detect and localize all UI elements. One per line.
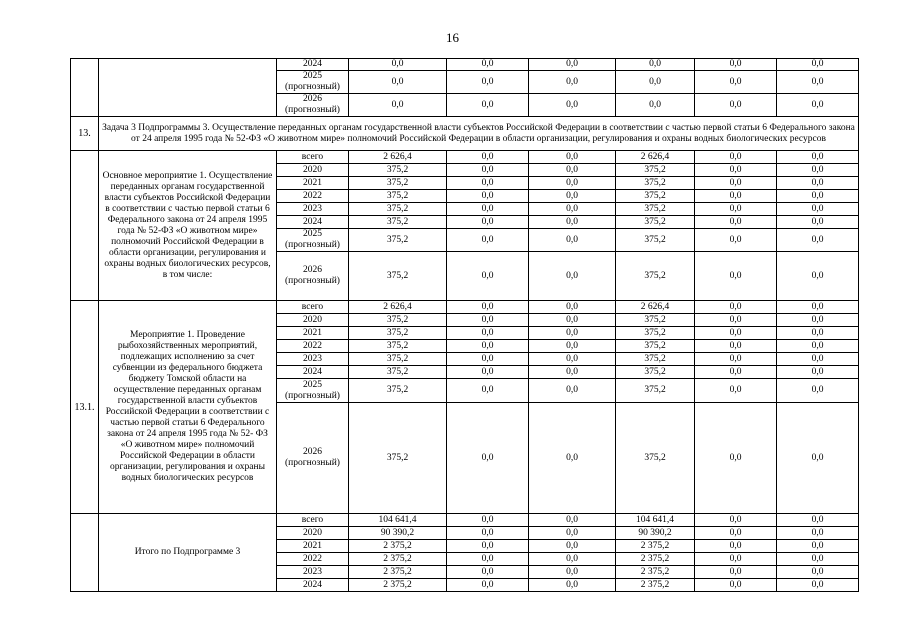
value-cell: 0,0 [695,353,777,366]
year-cell [277,327,349,340]
table-row [71,514,859,527]
year-cell [277,190,349,203]
value-cell: 0,0 [529,301,616,314]
value-cell: 0,0 [447,151,529,164]
value-cell: 0,0 [447,177,529,190]
value-cell: 0,0 [695,527,777,540]
value-cell: 0,0 [529,216,616,229]
value-cell: 0,0 [529,94,616,117]
value-cell: 375,2 [349,366,447,379]
year-cell [277,301,349,314]
value-cell: 0,0 [695,151,777,164]
value-cell: 0,0 [447,59,529,71]
value-cell: 0,0 [447,190,529,203]
value-cell: 375,2 [616,164,695,177]
value-cell: 0,0 [529,164,616,177]
value-cell: 0,0 [695,366,777,379]
value-cell: 0,0 [695,403,777,514]
year-cell [277,553,349,566]
year-cell [277,514,349,527]
value-cell: 0,0 [695,71,777,94]
value-cell: 0,0 [447,514,529,527]
value-cell: 0,0 [695,553,777,566]
row-name: Основное мероприятие 1. Осуществление переданных органам государственной власти субъектов Российской Федерации в соответствии с частью первой статьи 6 Федерального закона от 24 апреля 1995 года № 52-ФЗ «О животном мире» полномочий Российской Федерации в области организации, регулирования и охраны водных биологических ресурсов, в том числе: [99,151,277,301]
value-cell: 0,0 [447,314,529,327]
value-cell: 0,0 [695,301,777,314]
value-cell: 375,2 [616,366,695,379]
value-cell: 375,2 [349,403,447,514]
value-cell: 104 641,4 [616,514,695,527]
value-cell: 375,2 [616,403,695,514]
value-cell: 0,0 [695,566,777,579]
value-cell: 0,0 [447,340,529,353]
value-cell: 0,0 [777,366,859,379]
year-cell [277,177,349,190]
value-cell: 0,0 [777,403,859,514]
value-cell: 0,0 [777,553,859,566]
value-cell: 0,0 [529,527,616,540]
value-cell: 0,0 [616,71,695,94]
value-cell: 0,0 [447,403,529,514]
year-text: 2022 [303,340,322,351]
value-cell: 0,0 [777,252,859,301]
value-cell: 0,0 [695,177,777,190]
value-cell: 375,2 [616,190,695,203]
value-cell: 0,0 [777,566,859,579]
value-cell: 2 375,2 [349,553,447,566]
value-cell: 0,0 [529,151,616,164]
value-cell: 0,0 [777,579,859,592]
value-cell: 375,2 [616,379,695,403]
value-cell: 0,0 [777,59,859,71]
value-cell: 0,0 [777,540,859,553]
row-number [71,514,99,592]
value-cell: 0,0 [695,327,777,340]
value-cell: 0,0 [777,203,859,216]
value-cell: 0,0 [529,514,616,527]
table-row [71,151,859,164]
year-text: 2025 [303,379,322,390]
year-cell [277,353,349,366]
year-text: 2022 [303,190,322,201]
table-body [71,59,859,592]
value-cell: 0,0 [777,514,859,527]
value-cell: 0,0 [695,579,777,592]
year-cell [277,314,349,327]
year-text: 2024 [303,579,322,590]
value-cell: 375,2 [349,314,447,327]
value-cell: 0,0 [777,379,859,403]
value-cell: 90 390,2 [349,527,447,540]
year-cell [277,252,349,301]
year-text: 2020 [303,314,322,325]
year-text: всего [301,301,324,312]
value-cell: 0,0 [529,71,616,94]
value-cell: 0,0 [695,540,777,553]
value-cell: 0,0 [529,229,616,252]
year-cell [277,59,349,71]
year-cell [277,366,349,379]
year-text: (прогнозный) [285,390,340,401]
year-text: (прогнозный) [285,105,340,115]
value-cell: 0,0 [529,379,616,403]
value-cell: 0,0 [777,301,859,314]
value-cell: 0,0 [695,252,777,301]
value-cell: 0,0 [777,527,859,540]
value-cell: 0,0 [529,353,616,366]
value-cell: 0,0 [447,164,529,177]
value-cell: 2 626,4 [349,301,447,314]
value-cell: 0,0 [777,71,859,94]
value-cell: 2 375,2 [349,579,447,592]
value-cell: 90 390,2 [616,527,695,540]
year-text: 2026 [303,447,322,457]
page-number: 16 [446,30,459,45]
value-cell: 0,0 [695,514,777,527]
value-cell: 0,0 [447,379,529,403]
value-cell: 0,0 [447,353,529,366]
year-text: 2025 [303,229,322,239]
value-cell: 0,0 [777,314,859,327]
year-text: 2022 [303,553,322,564]
value-cell: 0,0 [695,340,777,353]
value-cell: 0,0 [529,190,616,203]
row-number [71,59,99,117]
year-text: 2026 [303,265,322,275]
task-row [71,117,859,151]
value-cell: 375,2 [616,229,695,252]
value-cell: 375,2 [349,164,447,177]
year-text: (прогнозный) [285,82,340,92]
value-cell: 0,0 [529,403,616,514]
row-number: 13.1. [71,301,99,514]
value-cell: 0,0 [777,340,859,353]
value-cell: 0,0 [695,203,777,216]
year-cell [277,340,349,353]
value-cell: 0,0 [349,94,447,117]
value-cell: 375,2 [616,314,695,327]
value-cell: 0,0 [447,94,529,117]
value-cell: 0,0 [777,353,859,366]
value-cell: 0,0 [529,177,616,190]
year-cell [277,151,349,164]
value-cell: 0,0 [529,366,616,379]
value-cell: 0,0 [529,327,616,340]
year-text: 2023 [303,353,322,364]
year-text: 2020 [303,527,322,538]
value-cell: 0,0 [447,229,529,252]
year-text: (прогнозный) [285,240,340,250]
value-cell: 375,2 [349,379,447,403]
value-cell: 0,0 [777,190,859,203]
value-cell: 375,2 [616,327,695,340]
year-text: (прогнозный) [285,276,340,286]
value-cell: 2 375,2 [349,540,447,553]
value-cell: 0,0 [695,379,777,403]
value-cell: 0,0 [616,59,695,71]
year-cell [277,579,349,592]
year-cell [277,540,349,553]
year-text: 2024 [303,216,322,227]
value-cell: 0,0 [447,71,529,94]
value-cell: 375,2 [349,177,447,190]
value-cell: 0,0 [447,527,529,540]
value-cell: 0,0 [777,151,859,164]
value-cell: 0,0 [529,340,616,353]
value-cell: 0,0 [777,229,859,252]
value-cell: 2 375,2 [616,540,695,553]
value-cell: 375,2 [349,190,447,203]
value-cell: 0,0 [447,327,529,340]
value-cell: 2 626,4 [349,151,447,164]
year-cell [277,527,349,540]
value-cell: 375,2 [616,203,695,216]
value-cell: 0,0 [777,94,859,117]
value-cell: 104 641,4 [349,514,447,527]
value-cell: 0,0 [349,71,447,94]
value-cell: 375,2 [349,203,447,216]
year-cell [277,71,349,94]
value-cell: 375,2 [616,252,695,301]
value-cell: 2 375,2 [616,579,695,592]
value-cell: 375,2 [349,252,447,301]
value-cell: 0,0 [777,216,859,229]
value-cell: 2 375,2 [616,553,695,566]
value-cell: 375,2 [349,353,447,366]
value-cell: 0,0 [695,229,777,252]
value-cell: 0,0 [695,164,777,177]
value-cell: 375,2 [349,327,447,340]
value-cell: 0,0 [447,301,529,314]
year-text: 2021 [303,177,322,188]
value-cell: 0,0 [777,164,859,177]
value-cell: 0,0 [695,216,777,229]
value-cell: 0,0 [447,203,529,216]
value-cell: 0,0 [447,252,529,301]
value-cell: 0,0 [616,94,695,117]
value-cell: 375,2 [349,340,447,353]
value-cell: 0,0 [529,553,616,566]
value-cell: 0,0 [777,327,859,340]
value-cell: 0,0 [695,314,777,327]
value-cell: 375,2 [349,216,447,229]
value-cell: 0,0 [529,252,616,301]
task-number: 13. [71,117,99,151]
value-cell: 0,0 [349,59,447,71]
value-cell: 2 375,2 [616,566,695,579]
year-cell [277,566,349,579]
value-cell: 0,0 [777,177,859,190]
year-text: всего [301,151,324,162]
year-text: 2023 [303,203,322,214]
year-cell [277,229,349,252]
value-cell: 0,0 [447,540,529,553]
value-cell: 0,0 [695,94,777,117]
value-cell: 0,0 [447,216,529,229]
table-row [71,59,859,71]
value-cell: 375,2 [349,229,447,252]
year-text: 2023 [303,566,322,577]
value-cell: 0,0 [695,190,777,203]
year-text: всего [301,514,324,525]
value-cell: 0,0 [447,566,529,579]
value-cell: 375,2 [616,353,695,366]
value-cell: 0,0 [529,314,616,327]
value-cell: 2 626,4 [616,151,695,164]
value-cell: 0,0 [447,553,529,566]
value-cell: 0,0 [447,366,529,379]
row-name [99,59,277,117]
row-name: Итого по Подпрограмме 3 [99,514,277,592]
year-cell [277,164,349,177]
financing-table [70,58,859,592]
year-text: 2020 [303,164,322,175]
value-cell: 0,0 [529,59,616,71]
value-cell: 2 626,4 [616,301,695,314]
year-cell [277,203,349,216]
value-cell: 0,0 [695,59,777,71]
year-text: (прогнозный) [285,458,340,468]
table-row [71,301,859,314]
year-cell [277,94,349,117]
year-cell [277,379,349,403]
value-cell: 0,0 [529,203,616,216]
year-text: 2026 [303,94,322,104]
value-cell: 375,2 [616,340,695,353]
row-number [71,151,99,301]
value-cell: 375,2 [616,177,695,190]
value-cell: 375,2 [616,216,695,229]
row-name: Мероприятие 1. Проведение рыбохозяйственных мероприятий, подлежащих исполнению за счет субвенции из федерального бюджета бюджету Томской области на осуществление переданных органам государственной власти субъектов Российской Федерации в соответствии с частью первой статьи 6 Федерального закона от 24 апреля 1995 года № 52- ФЗ «О животном мире» полномочий Российской Федерации в области организации, регулирования и охраны водных биологических ресурсов [99,301,277,514]
value-cell: 0,0 [529,540,616,553]
year-text: 2024 [303,366,322,377]
year-cell [277,403,349,514]
value-cell: 0,0 [447,579,529,592]
year-text: 2021 [303,540,322,551]
year-cell [277,216,349,229]
year-text: 2021 [303,327,322,338]
year-text: 2025 [303,71,322,81]
value-cell: 2 375,2 [349,566,447,579]
task-text: Задача 3 Подпрограммы 3. Осуществление переданных органам государственной власти субъектов Российской Федерации в соответствии с частью первой статьи 6 Федерального закона от 24 апреля 1995 года № 52-ФЗ «О животном мире» полномочий Российской Федерации в области организации, регулирования и охраны водных биологических ресурсов [99,117,859,151]
value-cell: 0,0 [529,566,616,579]
value-cell: 0,0 [529,579,616,592]
year-text: 2024 [303,59,322,69]
